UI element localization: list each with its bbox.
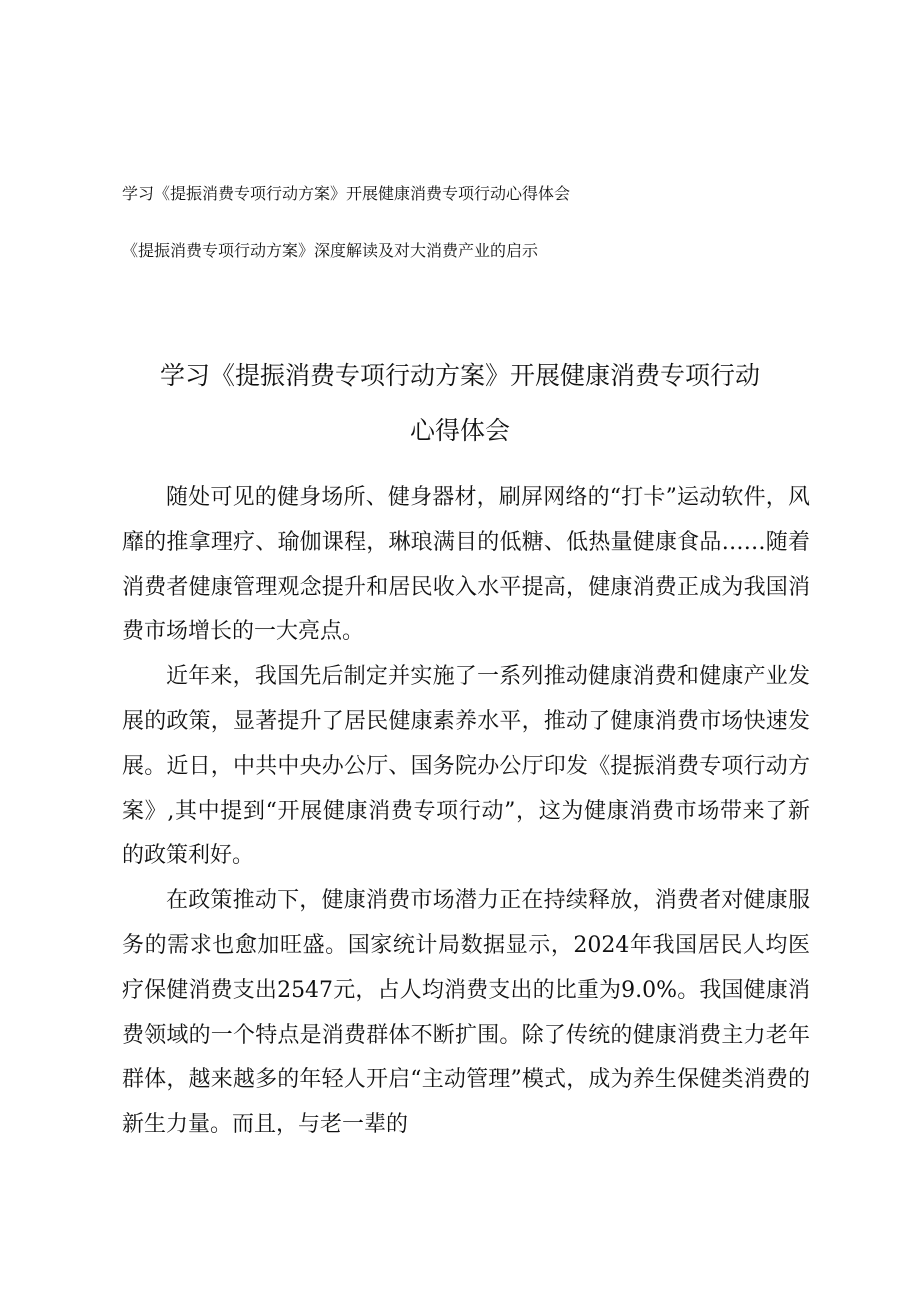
- paragraph-1: 随处可见的健身场所、健身器材，刷屏网络的“打卡”运动软件，风靡的推拿理疗、瑜伽课程，琳琅满目的低糖、低热量健康食品……随着消费者健康管理观念提升和居民收入水平提高，健康消费正成为我国消费市场增长的一大亮点。: [122, 485, 810, 645]
- article-title-line-1: 学习《提振消费专项行动方案》开展健康消费专项行动: [159, 361, 760, 390]
- article-body: [122, 476, 810, 1148]
- paragraph-2: 近年来，我国先后制定并实施了一系列推动健康消费和健康产业发展的政策，显著提升了居民健康素养水平，推动了健康消费市场快速发展。近日，中共中央办公厅、国务院办公厅印发《提振消费专项行动方案》,其中提到“开展健康消费专项行动”，这为健康消费市场带来了新的政策利好。: [122, 664, 810, 869]
- article-title-line-2: 心得体会: [409, 416, 510, 445]
- toc-item-1: 学习《提振消费专项行动方案》开展健康消费专项行动心得体会: [122, 184, 571, 203]
- paragraph-3: 在政策推动下，健康消费市场潜力正在持续释放，消费者对健康服务的需求也愈加旺盛。国家统计局数据显示，2024年我国居民人均医疗保健消费支出2547元，占人均消费支出的比重为9.0%。我国健康消费领域的一个特点是消费群体不断扩围。除了传统的健康消费主力老年群体，越来越多的年轻人开启“主动管理”模式，成为养生保健类消费的新生力量。而且，与老一辈的: [122, 888, 810, 1138]
- article-title: [100, 348, 820, 458]
- document-toc: [122, 180, 822, 294]
- toc-item-2: 《提振消费专项行动方案》深度解读及对大消费产业的启示: [122, 241, 539, 260]
